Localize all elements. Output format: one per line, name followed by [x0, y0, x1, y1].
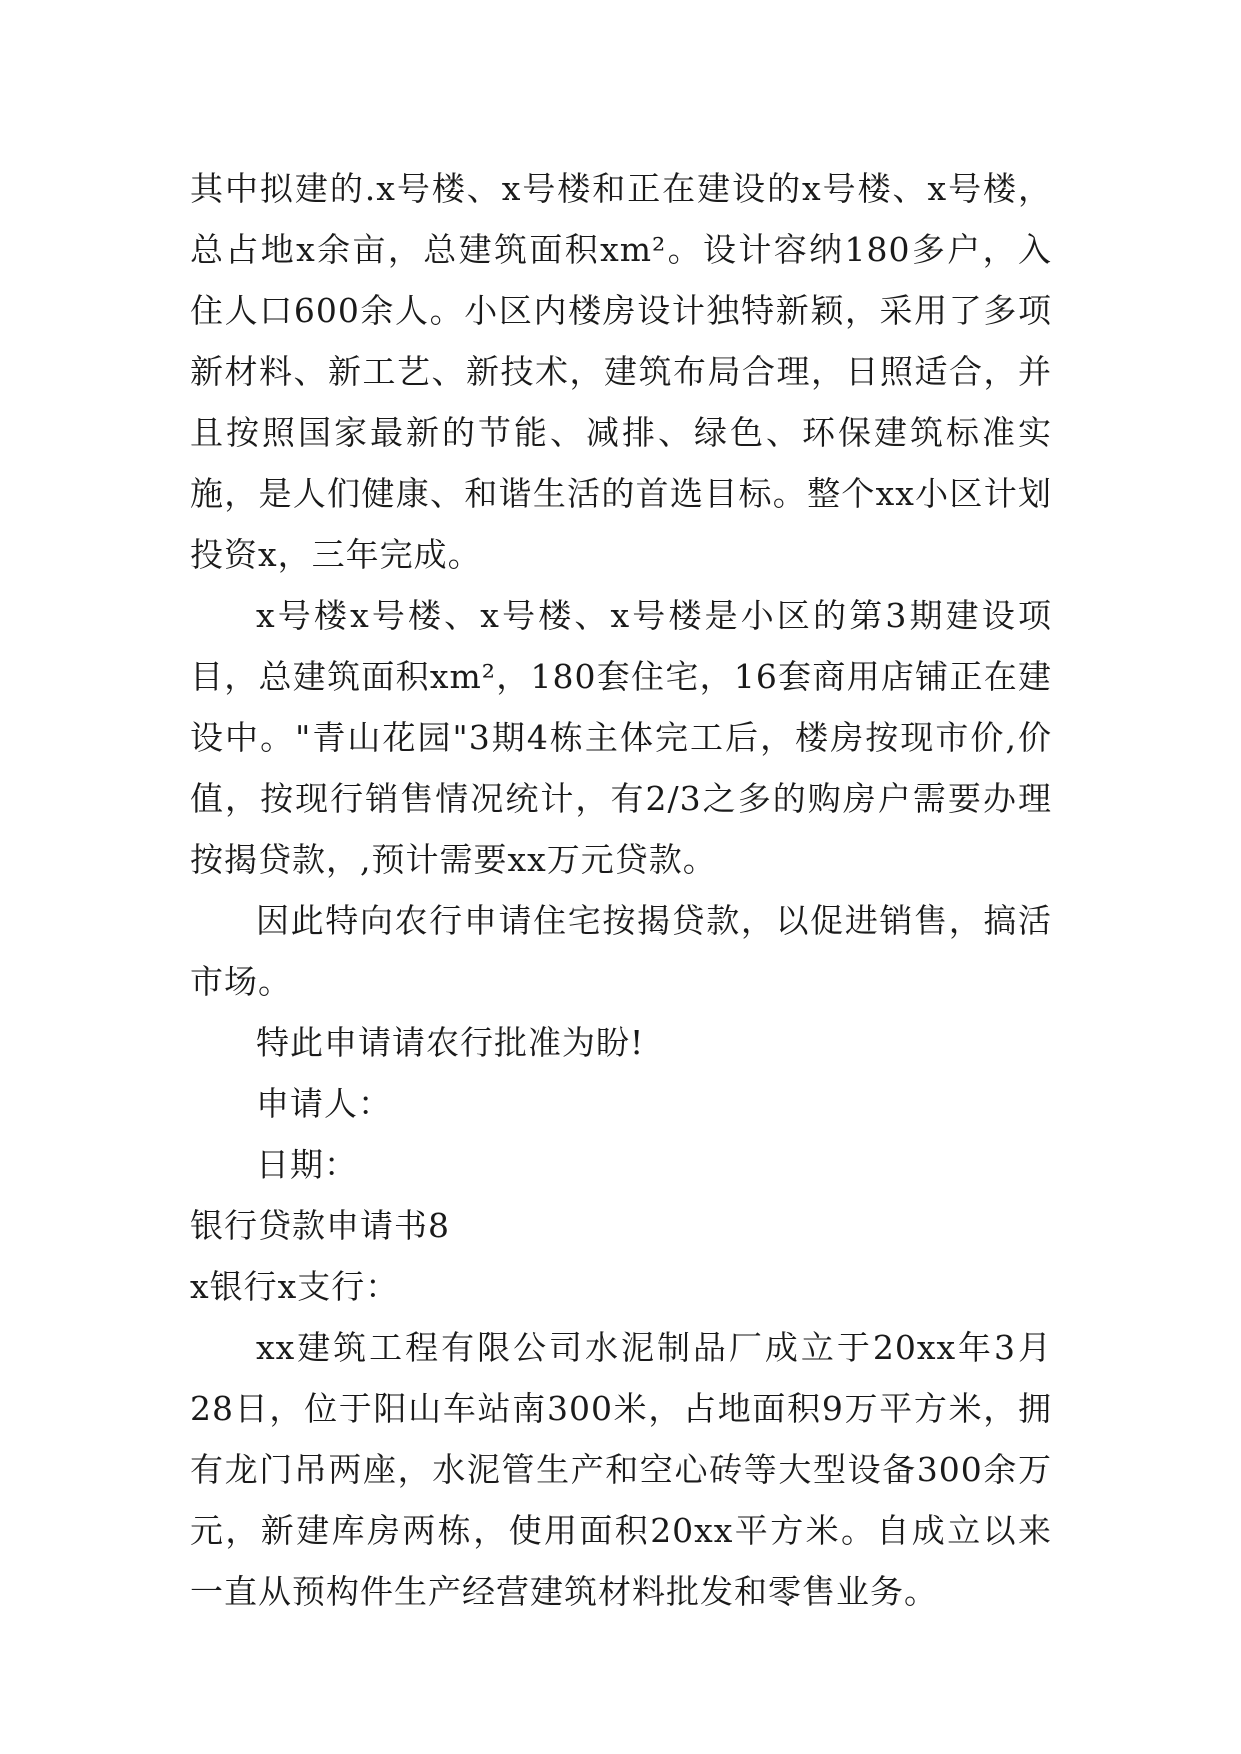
salutation: x银行x支行： [190, 1267, 400, 1306]
section-title: 银行贷款申请书8 [190, 1206, 450, 1245]
paragraph-project-overview: 其中拟建的.x号楼、x号楼和正在建设的x号楼、x号楼，总占地x余亩，总建筑面积xm²。设计容纳180多户，入住人口600余人。小区内楼房设计独特新颖，采用了多项新材料、新工艺、新技术，建筑布局合理，日照适合，并且按照国家最新的节能、减排、绿色、环保建筑标准实施，是人们健康、和谐生活的首选目标。整个xx小区计划投资x，三年完成。 [190, 169, 1052, 574]
date-line: 日期： [256, 1145, 358, 1184]
paragraph-company-intro: xx建筑工程有限公司水泥制品厂成立于20xx年3月28日，位于阳山车站南300米，占地面积9万平方米，拥有龙门吊两座，水泥管生产和空心砖等大型设备300余万元，新建库房两栋，使用面积20xx平方米。自成立以来一直从预构件生产经营建筑材料批发和零售业务。 [190, 1328, 1052, 1611]
paragraph-closing: 特此申请请农行批准为盼! [256, 1023, 645, 1062]
document-body [190, 158, 1052, 1622]
paragraph-phase-three: x号楼x号楼、x号楼、x号楼是小区的第3期建设项目，总建筑面积xm²，180套住宅，16套商用店铺正在建设中。"青山花园"3期4栋主体完工后，楼房按现市价,价值，按现行销售情况统计，有2/3之多的购房户需要办理按揭贷款，,预计需要xx万元贷款。 [190, 596, 1052, 879]
applicant-line: 申请人： [256, 1084, 392, 1123]
paragraph-loan-request: 因此特向农行申请住宅按揭贷款，以促进销售，搞活市场。 [190, 901, 1052, 1001]
